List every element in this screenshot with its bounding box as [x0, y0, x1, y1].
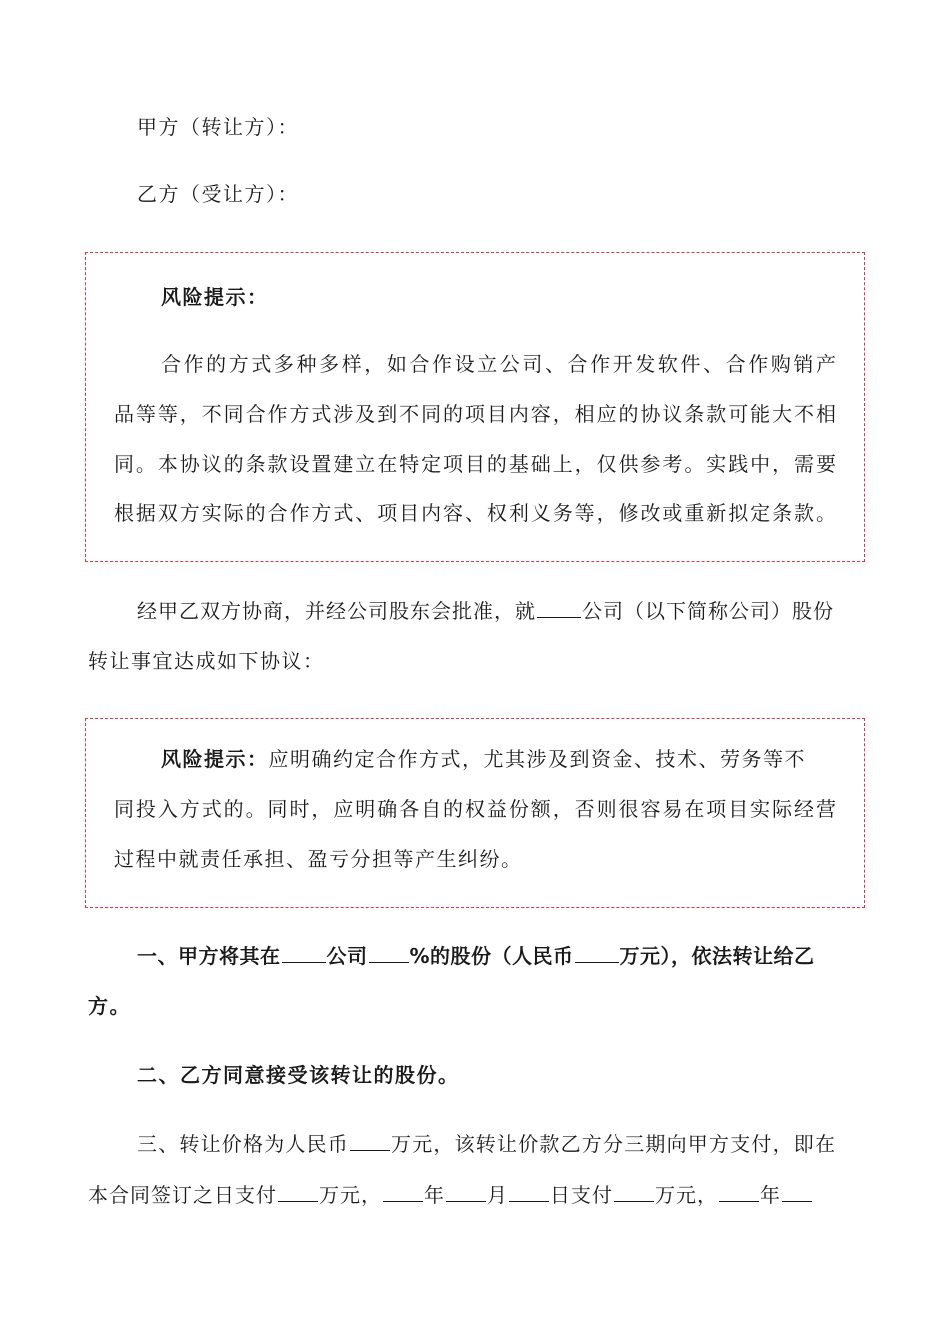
- clause-3-day-blank-1[interactable]: [509, 1181, 549, 1202]
- risk-notice-box-2: [85, 718, 865, 908]
- clause-3-first-payment-blank[interactable]: [278, 1181, 318, 1202]
- preamble-text-1: 经甲乙双方协商，并经公司股东会批准，就: [137, 599, 536, 623]
- clause-3-second-payment-blank[interactable]: [614, 1181, 654, 1202]
- clause-1-line-1: 一、甲方将其在 公司 %的股份（人民币 万元），依法转让给乙: [137, 944, 815, 968]
- risk-notice-label-1: 风险提示：: [161, 285, 269, 309]
- clause-2-line: 二、乙方同意接受该转让的股份。: [137, 1063, 460, 1087]
- risk-notice-2-line-1: 风险提示：应明确约定合作方式，尤其涉及到资金、技术、劳务等不: [161, 747, 806, 771]
- party-b-line: [137, 180, 299, 208]
- preamble-text-2: 公司（以下简称公司）股份: [582, 599, 834, 623]
- risk-notice-1-line-3: 同。本协议的条款设置建立在特定项目的基础上，仅供参考。实践中，需要: [114, 452, 836, 476]
- risk-notice-box-1: [85, 252, 865, 562]
- risk-notice-2-line-3: 过程中就责任承担、盈亏分担等产生纠纷。: [114, 847, 523, 871]
- party-a-line: [137, 113, 299, 141]
- company-name-blank[interactable]: [537, 597, 581, 618]
- clause-3-year-blank-1[interactable]: [383, 1181, 423, 1202]
- clause-3-line-1: 三、转让价格为人民币 万元，该转让价款乙方分三期向甲方支付，即在: [137, 1132, 837, 1156]
- clause-3-month-blank-1[interactable]: [446, 1181, 486, 1202]
- party-a-label: 甲方（转让方）：: [137, 115, 299, 139]
- clause-1-company-blank[interactable]: [282, 942, 326, 963]
- clause-1-amount-blank[interactable]: [575, 942, 619, 963]
- risk-notice-2-line-2: 同投入方式的。同时，应明确各自的权益份额，否则很容易在项目实际经营: [114, 797, 836, 821]
- clause-1-line-2: 方。: [88, 994, 131, 1018]
- clause-3-price-blank[interactable]: [350, 1130, 390, 1151]
- preamble-line-2: [88, 647, 325, 675]
- risk-notice-1-line-1: 合作的方式多种多样，如合作设立公司、合作开发软件、合作购销产: [161, 352, 836, 376]
- party-b-label: 乙方（受让方）：: [137, 182, 299, 206]
- clause-3-line-2: 本合同签订之日支付 万元， 年 月 日支付 万元， 年: [88, 1181, 813, 1209]
- risk-notice-1-line-2: 品等等，不同合作方式涉及到不同的项目内容，相应的协议条款可能大不相: [114, 402, 836, 426]
- risk-notice-label-2: 风险提示：: [161, 747, 269, 771]
- clause-3-year-blank-2[interactable]: [719, 1181, 759, 1202]
- preamble-text-3: 转让事宜达成如下协议：: [88, 649, 325, 673]
- risk-notice-1-line-4: 根据双方实际的合作方式、项目内容、权利义务等，修改或重新拟定条款。: [114, 501, 836, 525]
- clause-3-month-blank-2[interactable]: [782, 1181, 812, 1202]
- preamble-line-1: [137, 597, 834, 625]
- clause-1-percent-blank[interactable]: [369, 942, 409, 963]
